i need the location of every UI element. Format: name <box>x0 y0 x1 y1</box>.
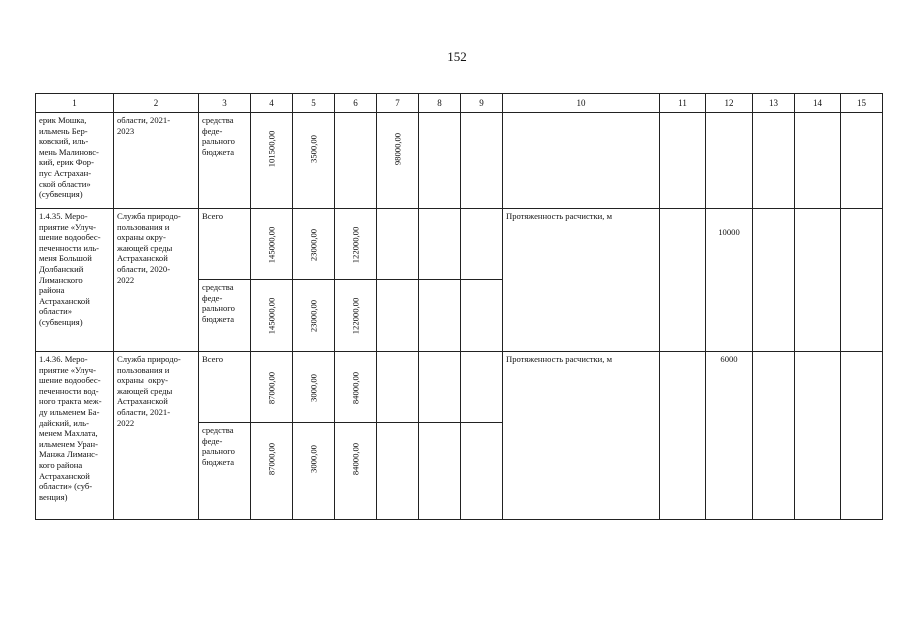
indicator-cell-col15 <box>841 113 883 209</box>
table-row <box>36 209 883 280</box>
indicator-cell-col13 <box>753 352 795 520</box>
header-cell: 2 <box>114 94 199 113</box>
amount-value: 23000,00 <box>308 299 319 333</box>
header-cell: 8 <box>419 94 461 113</box>
indicator-cell <box>503 113 660 209</box>
amount-value: 122000,00 <box>350 297 361 335</box>
amount-cell-col8 <box>419 280 461 352</box>
amount-cell-col7 <box>377 113 419 209</box>
header-cell: 6 <box>335 94 377 113</box>
table-row <box>36 352 883 423</box>
indicator-cell-col14 <box>795 209 841 352</box>
amount-value: 3000,00 <box>308 374 319 402</box>
amount-value: 98000,00 <box>392 132 403 166</box>
amount-cell-col6 <box>335 113 377 209</box>
header-cell: 5 <box>293 94 335 113</box>
indicator-cell: Протяженность расчистки, м <box>503 209 660 352</box>
amount-cell-col8 <box>419 423 461 520</box>
amount-cell-col8 <box>419 209 461 280</box>
amount-value: 101500,00 <box>266 130 277 168</box>
amount-cell-col9 <box>461 352 503 423</box>
indicator-cell-col12 <box>706 113 753 209</box>
amount-cell-col6 <box>335 209 377 280</box>
amount-cell-col7 <box>377 280 419 352</box>
amount-cell-col9 <box>461 209 503 280</box>
header-row <box>36 94 883 113</box>
indicator-cell-col14 <box>795 113 841 209</box>
indicator-cell-col13 <box>753 209 795 352</box>
funding-source-cell: средства феде- рального бюджета <box>199 280 251 352</box>
amount-cell-total <box>251 280 293 352</box>
amount-cell-col8 <box>419 352 461 423</box>
amount-cell-col7 <box>377 209 419 280</box>
header-cell: 14 <box>795 94 841 113</box>
amount-cell-total <box>251 113 293 209</box>
amount-value: 84000,00 <box>350 371 361 405</box>
indicator-target-cell: 10000 <box>706 209 753 352</box>
header-cell: 12 <box>706 94 753 113</box>
amount-cell-total <box>251 423 293 520</box>
header-cell: 15 <box>841 94 883 113</box>
executor-cell: Служба природо- пользования и охраны окру- жающей среды Астраханской области, 2021- 2022 <box>114 352 199 520</box>
amount-cell-col5 <box>293 280 335 352</box>
amount-value: 84000,00 <box>350 442 361 476</box>
funding-source-cell: Всего <box>199 352 251 423</box>
amount-cell-col5 <box>293 352 335 423</box>
indicator-cell-col13 <box>753 113 795 209</box>
measure-name-cell: 1.4.36. Меро- приятие «Улуч- шение водообес- печенности вод- ного тракта меж- ду ильменем Ба- дайский, иль- менем Махлата, ильменем Уран- Манжа Лиманс- кого района Астраханской области» (суб- венция) <box>36 352 114 520</box>
header-cell: 7 <box>377 94 419 113</box>
amount-cell-total <box>251 352 293 423</box>
header-cell: 9 <box>461 94 503 113</box>
amount-value: 145000,00 <box>266 226 277 264</box>
table-row <box>36 113 883 209</box>
amount-cell-col6 <box>335 280 377 352</box>
amount-value: 122000,00 <box>350 226 361 264</box>
executor-cell: Служба природо- пользования и охраны окру- жающей среды Астраханской области, 2020- 2022 <box>114 209 199 352</box>
executor-cell: области, 2021- 2023 <box>114 113 199 209</box>
funding-source-cell: средства феде- рального бюджета <box>199 113 251 209</box>
header-cell: 4 <box>251 94 293 113</box>
funding-source-cell: средства феде- рального бюджета <box>199 423 251 520</box>
amount-cell-col8 <box>419 113 461 209</box>
amount-value: 3500,00 <box>308 135 319 163</box>
header-cell: 10 <box>503 94 660 113</box>
amount-cell-col6 <box>335 352 377 423</box>
indicator-cell-col14 <box>795 352 841 520</box>
indicator-cell: Протяженность расчистки, м <box>503 352 660 520</box>
header-cell: 11 <box>660 94 706 113</box>
page-number: 152 <box>447 49 467 64</box>
measure-name-cell: 1.4.35. Меро- приятие «Улуч- шение водообес- печенности иль- меня Большой Долбанский Лиманского района Астраханской области» (субвенция) <box>36 209 114 352</box>
header-cell: 1 <box>36 94 114 113</box>
amount-cell-col5 <box>293 423 335 520</box>
amount-value: 23000,00 <box>308 228 319 262</box>
program-table <box>35 93 883 520</box>
amount-value: 87000,00 <box>266 371 277 405</box>
amount-cell-col9 <box>461 113 503 209</box>
indicator-cell-col11 <box>660 352 706 520</box>
amount-value: 145000,00 <box>266 297 277 335</box>
amount-value: 3000,00 <box>308 445 319 473</box>
amount-cell-col9 <box>461 280 503 352</box>
amount-cell-col5 <box>293 209 335 280</box>
header-cell: 13 <box>753 94 795 113</box>
indicator-cell-col11 <box>660 113 706 209</box>
amount-cell-col5 <box>293 113 335 209</box>
indicator-cell-col15 <box>841 352 883 520</box>
indicator-target-cell: 6000 <box>706 352 753 520</box>
amount-cell-col6 <box>335 423 377 520</box>
amount-value: 87000,00 <box>266 442 277 476</box>
amount-cell-col7 <box>377 352 419 423</box>
amount-cell-total <box>251 209 293 280</box>
amount-cell-col9 <box>461 423 503 520</box>
amount-cell-col7 <box>377 423 419 520</box>
indicator-cell-col15 <box>841 209 883 352</box>
funding-source-cell: Всего <box>199 209 251 280</box>
indicator-cell-col11 <box>660 209 706 352</box>
measure-name-cell: ерик Мошка, ильмень Бер- ковский, иль- мень Малиновс- кий, ерик Фор- пус Астрахан- ской области» (субвенция) <box>36 113 114 209</box>
header-cell: 3 <box>199 94 251 113</box>
